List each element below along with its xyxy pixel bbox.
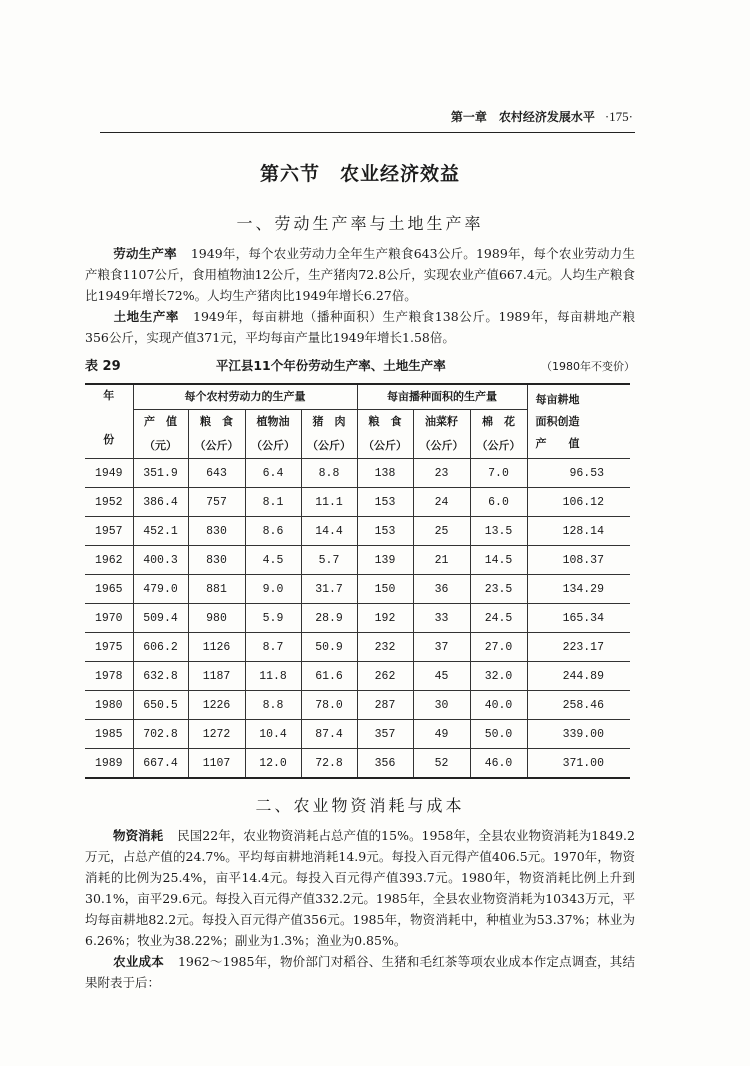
value-cell: 139 — [357, 546, 413, 575]
value-cell: 10.4 — [245, 720, 301, 749]
value-cell: 32.0 — [470, 662, 527, 691]
value-cell: 258.46 — [527, 691, 630, 720]
paragraph-agri-cost — [85, 951, 635, 993]
value-cell: 25 — [413, 517, 470, 546]
value-cell: 452.1 — [133, 517, 188, 546]
value-cell: 31.7 — [301, 575, 357, 604]
value-cell: 33 — [413, 604, 470, 633]
chapter-title: 第一章 农村经济发展水平 — [450, 110, 595, 124]
column-unit: （元） — [133, 434, 188, 459]
table-number: 表 29 — [85, 359, 121, 374]
value-cell: 27.0 — [470, 633, 527, 662]
section-title: 第六节 农业经济效益 — [259, 163, 460, 185]
value-cell: 8.1 — [245, 488, 301, 517]
table-title: 平江县11个年份劳动生产率、土地生产率 — [215, 358, 446, 373]
table-body — [85, 459, 630, 779]
value-cell: 479.0 — [133, 575, 188, 604]
value-cell: 830 — [188, 546, 245, 575]
value-cell: 1272 — [188, 720, 245, 749]
paragraph-lead: 农业成本 — [113, 954, 164, 969]
value-cell: 702.8 — [133, 720, 188, 749]
value-cell: 400.3 — [133, 546, 188, 575]
value-cell: 87.4 — [301, 720, 357, 749]
value-cell: 1107 — [188, 749, 245, 779]
year-cell: 1970 — [85, 604, 133, 633]
year-cell: 1952 — [85, 488, 133, 517]
column-header: 粮 食 — [188, 410, 245, 435]
value-cell: 5.7 — [301, 546, 357, 575]
value-cell: 244.89 — [527, 662, 630, 691]
column-header: 粮 食 — [357, 410, 413, 435]
productivity-table — [85, 383, 630, 779]
column-header: 棉 花 — [470, 410, 527, 435]
value-cell: 11.8 — [245, 662, 301, 691]
output-header-line: 产 值 — [535, 436, 580, 450]
value-cell: 50.0 — [470, 720, 527, 749]
value-cell: 650.5 — [133, 691, 188, 720]
column-unit: （公斤） — [413, 434, 470, 459]
paragraph-lead: 物资消耗 — [113, 828, 164, 843]
value-cell: 667.4 — [133, 749, 188, 779]
value-cell: 9.0 — [245, 575, 301, 604]
value-cell: 1226 — [188, 691, 245, 720]
value-cell: 223.17 — [527, 633, 630, 662]
paragraph-text: 1949年，每个农业劳动力全年生产粮食643公斤。1989年，每个农业劳动力生产粮食1107公斤，食用植物油12公斤，生产猪肉72.8公斤，实现农业产值667.4元。人均生产粮食比1949年增长72%。人均生产猪肉比1949年增长6.27倍。 — [85, 246, 635, 303]
table-row — [85, 633, 630, 662]
paragraph-text: 1962～1985年，物价部门对稻谷、生猪和毛红茶等项农业成本作定点调查，其结果附表于后： — [85, 954, 635, 990]
table-row — [85, 546, 630, 575]
value-cell: 40.0 — [470, 691, 527, 720]
value-cell: 23.5 — [470, 575, 527, 604]
table-row — [85, 459, 630, 488]
value-cell: 153 — [357, 488, 413, 517]
value-cell: 49 — [413, 720, 470, 749]
paragraph-lead: 土地生产率 — [113, 309, 180, 324]
value-cell: 1126 — [188, 633, 245, 662]
value-cell: 632.8 — [133, 662, 188, 691]
group-header-area: 每亩播种面积的生产量 — [357, 384, 527, 410]
year-header — [85, 384, 133, 459]
output-per-mu-header — [527, 384, 630, 459]
column-unit: （公斤） — [301, 434, 357, 459]
value-cell: 134.29 — [527, 575, 630, 604]
value-cell: 24.5 — [470, 604, 527, 633]
value-cell: 262 — [357, 662, 413, 691]
value-cell: 757 — [188, 488, 245, 517]
value-cell: 30 — [413, 691, 470, 720]
paragraph-land-productivity — [85, 306, 635, 348]
value-cell: 14.4 — [301, 517, 357, 546]
value-cell: 150 — [357, 575, 413, 604]
value-cell: 14.5 — [470, 546, 527, 575]
value-cell: 8.8 — [245, 691, 301, 720]
table-row — [85, 604, 630, 633]
table-row — [85, 575, 630, 604]
value-cell: 138 — [357, 459, 413, 488]
value-cell: 8.6 — [245, 517, 301, 546]
year-cell: 1975 — [85, 633, 133, 662]
value-cell: 7.0 — [470, 459, 527, 488]
table-row — [85, 488, 630, 517]
value-cell: 21 — [413, 546, 470, 575]
value-cell: 28.9 — [301, 604, 357, 633]
output-header-line: 每亩耕地 — [535, 392, 580, 406]
year-cell: 1989 — [85, 749, 133, 779]
value-cell: 6.4 — [245, 459, 301, 488]
value-cell: 108.37 — [527, 546, 630, 575]
value-cell: 128.14 — [527, 517, 630, 546]
year-cell: 1962 — [85, 546, 133, 575]
output-header-line: 面积创造 — [535, 414, 580, 428]
value-cell: 153 — [357, 517, 413, 546]
table-note: （1980年不变价） — [541, 360, 635, 373]
table-row — [85, 517, 630, 546]
value-cell: 606.2 — [133, 633, 188, 662]
value-cell: 8.8 — [301, 459, 357, 488]
value-cell: 46.0 — [470, 749, 527, 779]
value-cell: 96.53 — [527, 459, 630, 488]
year-cell: 1965 — [85, 575, 133, 604]
value-cell: 24 — [413, 488, 470, 517]
value-cell: 1187 — [188, 662, 245, 691]
page-number: ·175· — [604, 109, 633, 124]
value-cell: 52 — [413, 749, 470, 779]
column-header: 猪 肉 — [301, 410, 357, 435]
year-header-top: 年 — [103, 389, 115, 402]
value-cell: 45 — [413, 662, 470, 691]
column-unit: （公斤） — [245, 434, 301, 459]
value-cell: 351.9 — [133, 459, 188, 488]
value-cell: 371.00 — [527, 749, 630, 779]
year-cell: 1980 — [85, 691, 133, 720]
value-cell: 5.9 — [245, 604, 301, 633]
year-header-bottom: 份 — [103, 433, 115, 446]
value-cell: 11.1 — [301, 488, 357, 517]
column-unit: （公斤） — [357, 434, 413, 459]
column-header: 植物油 — [245, 410, 301, 435]
value-cell: 8.7 — [245, 633, 301, 662]
value-cell: 165.34 — [527, 604, 630, 633]
table-row — [85, 720, 630, 749]
value-cell: 12.0 — [245, 749, 301, 779]
value-cell: 106.12 — [527, 488, 630, 517]
year-cell: 1978 — [85, 662, 133, 691]
column-header: 产 值 — [133, 410, 188, 435]
paragraph-material-consumption — [85, 825, 635, 951]
subsection-title-2: 二、农业物资消耗与成本 — [255, 796, 465, 815]
value-cell: 980 — [188, 604, 245, 633]
value-cell: 509.4 — [133, 604, 188, 633]
value-cell: 6.0 — [470, 488, 527, 517]
value-cell: 643 — [188, 459, 245, 488]
year-cell: 1985 — [85, 720, 133, 749]
value-cell: 36 — [413, 575, 470, 604]
column-unit: （公斤） — [188, 434, 245, 459]
header-rule — [100, 132, 635, 133]
value-cell: 61.6 — [301, 662, 357, 691]
value-cell: 37 — [413, 633, 470, 662]
value-cell: 78.0 — [301, 691, 357, 720]
subsection-title-1: 一、劳动生产率与土地生产率 — [236, 214, 484, 233]
value-cell: 357 — [357, 720, 413, 749]
table-row — [85, 662, 630, 691]
value-cell: 881 — [188, 575, 245, 604]
paragraph-lead: 劳动生产率 — [113, 246, 177, 261]
value-cell: 356 — [357, 749, 413, 779]
value-cell: 72.8 — [301, 749, 357, 779]
value-cell: 4.5 — [245, 546, 301, 575]
value-cell: 287 — [357, 691, 413, 720]
value-cell: 386.4 — [133, 488, 188, 517]
value-cell: 50.9 — [301, 633, 357, 662]
column-header: 油菜籽 — [413, 410, 470, 435]
value-cell: 232 — [357, 633, 413, 662]
year-cell: 1957 — [85, 517, 133, 546]
paragraph-labor-productivity — [85, 243, 635, 306]
group-header-labor: 每个农村劳动力的生产量 — [133, 384, 357, 410]
value-cell: 830 — [188, 517, 245, 546]
value-cell: 192 — [357, 604, 413, 633]
table-row — [85, 691, 630, 720]
table-row — [85, 749, 630, 779]
paragraph-text: 民国22年，农业物资消耗占总产值的15%。1958年，全县农业物资消耗为1849.2万元，占总产值的24.7%。平均每亩耕地消耗14.9元。每投入百元得产值406.5元。1970年，物资消耗的比例为25.4%，亩平14.4元。每投入百元得产值393.7元。1980年，物资消耗比例上升到30.1%，亩平29.6元。每投入百元得产值332.2元。1985年，全县农业物资消耗为10343万元，平均每亩耕地82.2元。每投入百元得产值356元。1985年，物资消耗中，种植业为53.37%；林业为6.26%；牧业为38.22%；副业为1.3%；渔业为0.85%。 — [85, 828, 635, 948]
value-cell: 13.5 — [470, 517, 527, 546]
paragraph-text: 1949年，每亩耕地（播种面积）生产粮食138公斤。1989年，每亩耕地产粮356公斤，实现产值371元，平均每亩产量比1949年增长1.58倍。 — [85, 309, 635, 345]
column-unit: （公斤） — [470, 434, 527, 459]
table-caption — [85, 356, 635, 377]
value-cell: 23 — [413, 459, 470, 488]
year-cell: 1949 — [85, 459, 133, 488]
value-cell: 339.00 — [527, 720, 630, 749]
running-head — [85, 108, 635, 126]
